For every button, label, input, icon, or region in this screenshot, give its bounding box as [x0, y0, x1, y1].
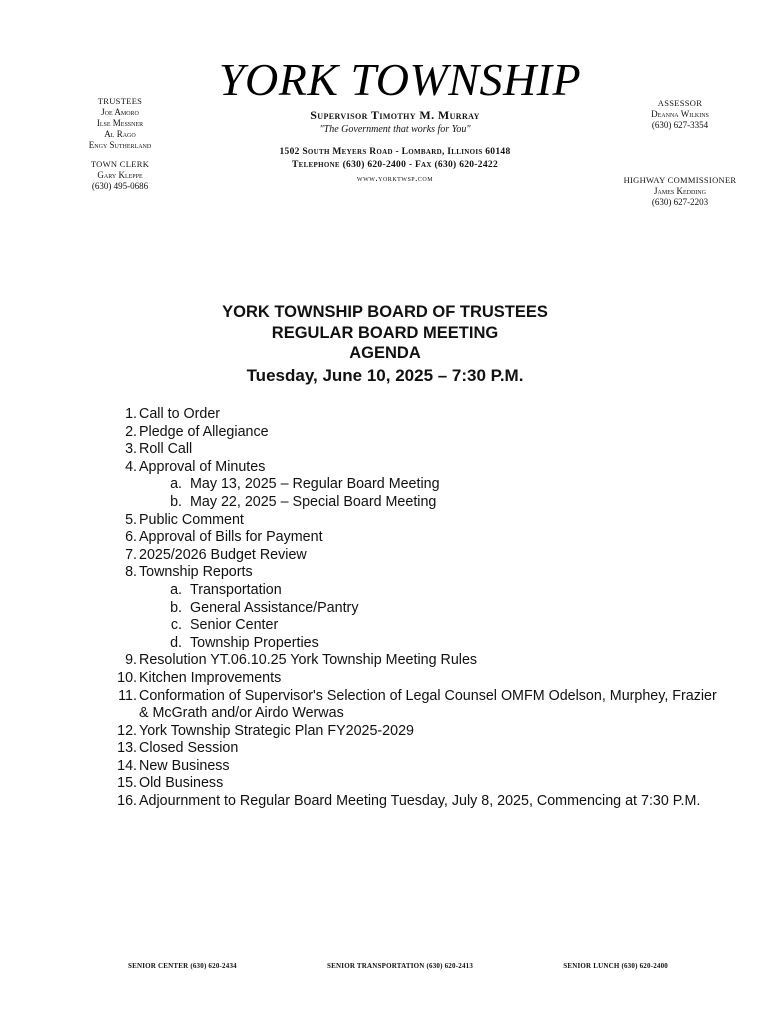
agenda-subitem-label: May 13, 2025 – Regular Board Meeting — [190, 476, 440, 493]
agenda-item-number: 10. — [117, 669, 137, 686]
agenda-item — [108, 670, 728, 688]
agenda-item-label: Conformation of Supervisor's Selection of Legal Counsel OMFM Odelson, Murphey, Frazier & McGrath and/or Airdo Werwas — [139, 687, 717, 722]
agenda-item-label: Kitchen Improvements — [139, 669, 282, 686]
agenda-item-label: Pledge of Allegiance — [139, 423, 269, 440]
agenda-item-label: Adjournment to Regular Board Meeting Tuesday, July 8, 2025, Commencing at 7:30 P.M. — [139, 793, 701, 810]
trustees-block — [60, 96, 180, 151]
agenda-subitem — [108, 600, 728, 618]
agenda-item-number: 9. — [125, 652, 137, 669]
letterhead-left-column — [60, 96, 180, 200]
agenda-item-number: 2. — [125, 423, 137, 440]
supervisor-name: Supervisor Timothy M. Murray — [310, 108, 480, 122]
agenda-item-number: 16. — [117, 793, 137, 810]
agenda-subitem-label: Transportation — [190, 581, 282, 598]
agenda-item — [108, 688, 728, 723]
agenda-item-number: 12. — [117, 722, 137, 739]
assessor-phone: (630) 627-3354 — [651, 120, 709, 130]
agenda-item — [108, 424, 728, 442]
agenda-subitem — [108, 476, 728, 494]
agenda-item-label: Public Comment — [139, 511, 244, 528]
trustees-title: TRUSTEES — [97, 96, 143, 106]
agenda-item-number: 8. — [125, 564, 137, 581]
assessor-name: Deanna Wilkins — [651, 109, 709, 119]
agenda-title: AGENDA — [349, 344, 421, 362]
township-motto: "The Government that works for You" — [319, 124, 471, 135]
town-clerk-name: Gary Kleppe — [97, 170, 143, 180]
agenda-subitem — [108, 494, 728, 512]
town-clerk-phone: (630) 495-0686 — [91, 181, 149, 191]
agenda-item-number: 13. — [117, 740, 137, 757]
agenda-item-label: York Township Strategic Plan FY2025-2029 — [139, 722, 414, 739]
agenda-subitem-letter: a. — [170, 581, 182, 598]
agenda-item — [108, 775, 728, 793]
agenda-item-number: 15. — [117, 775, 137, 792]
agenda-item-number: 6. — [125, 529, 137, 546]
agenda-item-number: 14. — [117, 757, 137, 774]
footer-senior-lunch: SENIOR LUNCH (630) 620-2400 — [563, 962, 668, 970]
agenda-item — [108, 793, 728, 811]
letterhead-center — [205, 107, 585, 185]
agenda-subitem-letter: a. — [170, 476, 182, 493]
agenda-item — [108, 758, 728, 776]
township-logo-text: YORK TOWNSHIP — [218, 54, 582, 105]
assessor-title: ASSESSOR — [657, 98, 703, 108]
agenda-subitem-letter: c. — [170, 617, 182, 634]
trustee-name: Al Rago — [104, 129, 136, 139]
agenda-subitem — [108, 635, 728, 653]
agenda-item-label: Approval of Minutes — [139, 458, 266, 475]
footer-senior-transportation: SENIOR TRANSPORTATION (630) 620-2413 — [327, 962, 474, 970]
agenda-item — [108, 723, 728, 741]
assessor-block — [612, 98, 748, 131]
agenda-item-number: 4. — [125, 458, 137, 475]
town-clerk-title: TOWN CLERK — [90, 159, 150, 169]
meeting-date: Tuesday, June 10, 2025 – 7:30 P.M. — [246, 365, 524, 385]
agenda-item — [108, 459, 728, 477]
agenda-subitem-label: General Assistance/Pantry — [190, 599, 359, 616]
agenda-item-label: Resolution YT.06.10.25 York Township Meeting Rules — [139, 652, 478, 669]
agenda-item-number: 5. — [125, 511, 137, 528]
agenda-subitem-label: May 22, 2025 – Special Board Meeting — [190, 493, 437, 510]
agenda-item — [108, 406, 728, 424]
agenda-item-number: 3. — [125, 441, 137, 458]
footer-senior-center: SENIOR CENTER (630) 620-2434 — [128, 962, 237, 970]
agenda-item-label: Call to Order — [139, 406, 221, 422]
footer-contacts — [128, 962, 668, 970]
board-title: YORK TOWNSHIP BOARD OF TRUSTEES — [222, 303, 548, 321]
letterhead-right-column — [612, 98, 748, 252]
town-clerk-block — [60, 159, 180, 192]
agenda-item-number: 11. — [118, 687, 137, 704]
township-address: 1502 South Meyers Road - Lombard, Illinois 60148 — [279, 147, 511, 157]
agenda-item — [108, 652, 728, 670]
agenda-subitem-letter: d. — [170, 634, 182, 651]
agenda-subitem-label: Township Properties — [190, 634, 319, 651]
agenda-item-label: Closed Session — [139, 740, 239, 757]
trustee-name: Engy Sutherland — [88, 140, 152, 150]
agenda-subitem-letter: b. — [170, 599, 182, 616]
agenda-heading — [140, 302, 630, 388]
agenda-subitem — [108, 617, 728, 635]
agenda-item-label: Township Reports — [139, 564, 253, 581]
agenda-item — [108, 529, 728, 547]
agenda-item-label: Old Business — [139, 775, 224, 792]
agenda-subitem-label: Senior Center — [190, 617, 279, 634]
highway-commissioner-name: James Kedding — [654, 186, 706, 196]
township-phone-fax: Telephone (630) 620-2400 - Fax (630) 620-2422 — [291, 160, 499, 170]
agenda-item — [108, 512, 728, 530]
trustee-name: Ilse Messner — [96, 118, 144, 128]
highway-commissioner-block — [612, 175, 748, 208]
agenda-item-label: Approval of Bills for Payment — [139, 529, 323, 546]
agenda-item-number: 7. — [125, 546, 137, 563]
agenda-item-label: New Business — [139, 757, 230, 774]
agenda-item — [108, 441, 728, 459]
highway-commissioner-title: HIGHWAY COMMISSIONER — [623, 175, 737, 185]
agenda-subitem-letter: b. — [170, 493, 182, 510]
agenda-item — [108, 564, 728, 582]
agenda-item-label: 2025/2026 Budget Review — [139, 546, 307, 563]
trustee-name: Joe Amoro — [101, 107, 139, 117]
agenda-item-number: 1. — [125, 406, 137, 422]
agenda-item — [108, 547, 728, 565]
highway-commissioner-phone: (630) 627-2203 — [651, 197, 709, 207]
agenda-subitem — [108, 582, 728, 600]
agenda-item-label: Roll Call — [139, 441, 193, 458]
meeting-type: REGULAR BOARD MEETING — [271, 323, 499, 342]
agenda-item — [108, 740, 728, 758]
township-website: www.yorktwsp.com — [356, 173, 434, 183]
agenda-list — [108, 406, 728, 811]
